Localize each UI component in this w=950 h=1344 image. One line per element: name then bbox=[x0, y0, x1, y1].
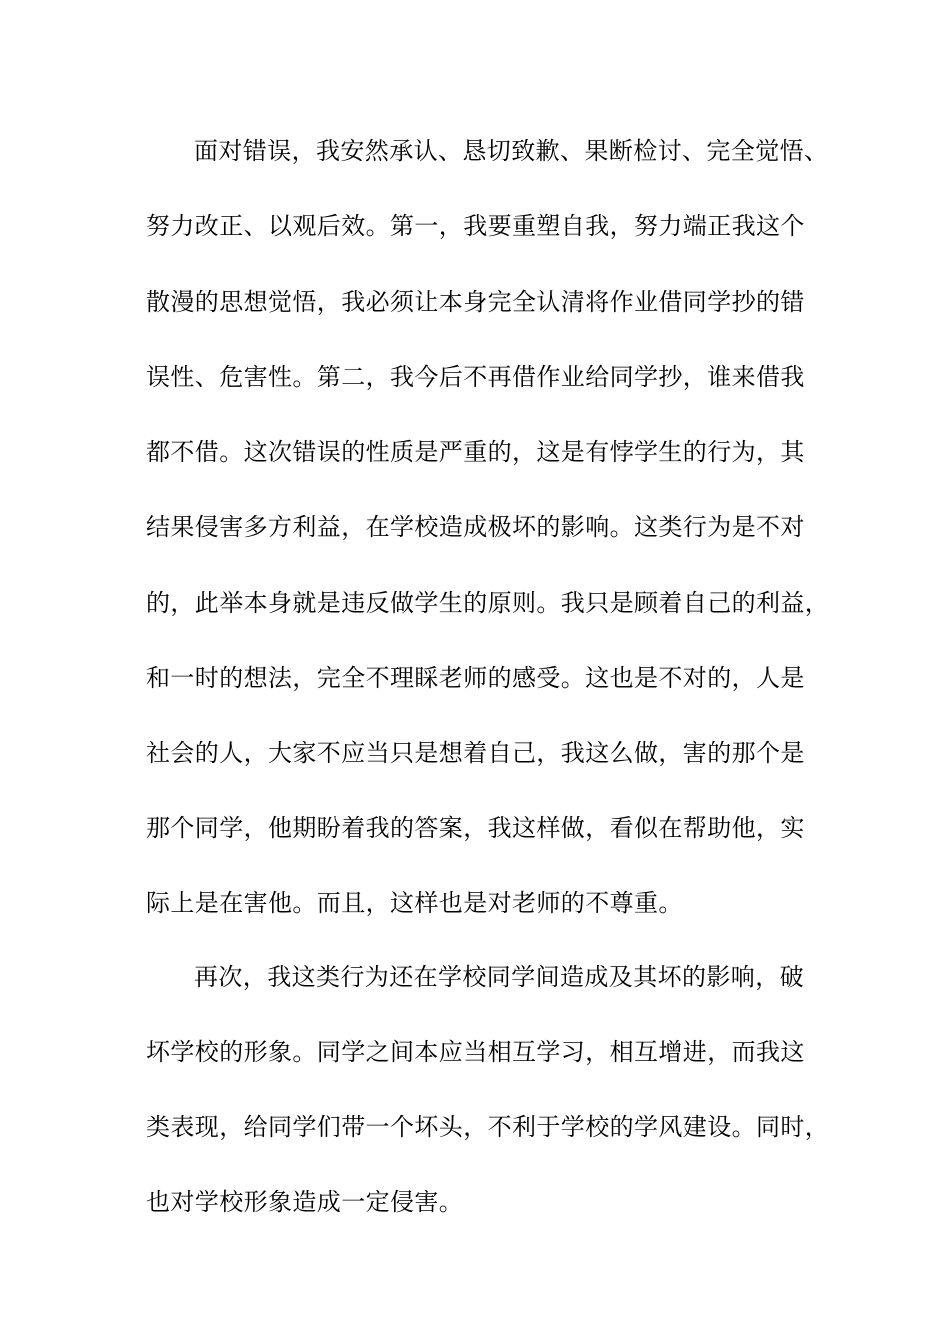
paragraph-2-line-4: 也对学校形象造成一定侵害。 bbox=[146, 1188, 464, 1216]
paragraph-1-line-8: 和一时的想法，完全不理睬老师的感受。这也是不对的，人是 bbox=[146, 664, 805, 692]
paragraph-1-line-4: 误性、危害性。第二，我今后不再借作业给同学抄，谁来借我 bbox=[146, 363, 805, 391]
paragraph-2-line-3: 类表现，给同学们带一个坏头，不利于学校的学风建设。同时， bbox=[146, 1113, 830, 1141]
paragraph-1-line-11: 际上是在害他。而且，这样也是对老师的不尊重。 bbox=[146, 889, 683, 917]
paragraph-1-line-6: 结果侵害多方利益，在学校造成极坏的影响。这类行为是不对 bbox=[146, 513, 805, 541]
paragraph-1-line-5: 都不借。这次错误的性质是严重的，这是有悖学生的行为，其 bbox=[146, 438, 805, 466]
paragraph-2-line-2: 坏学校的形象。同学之间本应当相互学习，相互增进，而我这 bbox=[146, 1038, 805, 1066]
paragraph-1-line-1: 面对错误，我安然承认、恳切致歉、果断检讨、完全觉悟、 bbox=[194, 137, 829, 165]
paragraph-1-line-7: 的，此举本身就是违反做学生的原则。我只是顾着自己的利益， bbox=[146, 589, 830, 617]
paragraph-1-line-9: 社会的人，大家不应当只是想着自己，我这么做，害的那个是 bbox=[146, 739, 805, 767]
paragraph-1-line-10: 那个同学，他期盼着我的答案，我这样做，看似在帮助他，实 bbox=[146, 814, 805, 842]
paragraph-1-line-3: 散漫的思想觉悟，我必须让本身完全认清将作业借同学抄的错 bbox=[146, 288, 805, 316]
paragraph-2-line-1: 再次，我这类行为还在学校同学间造成及其坏的影响，破 bbox=[194, 963, 804, 991]
paragraph-1-line-2: 努力改正、以观后效。第一，我要重塑自我，努力端正我这个 bbox=[146, 212, 805, 240]
